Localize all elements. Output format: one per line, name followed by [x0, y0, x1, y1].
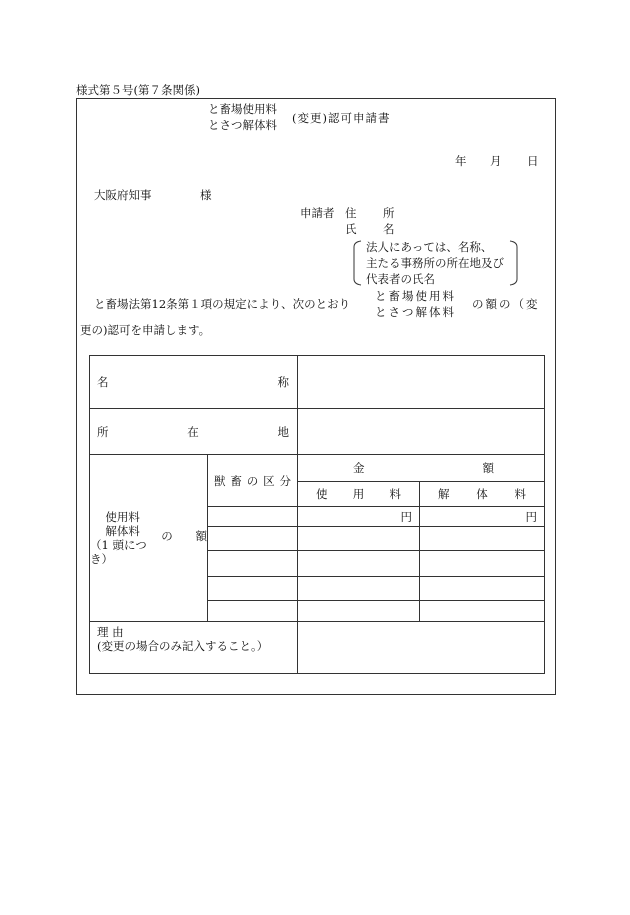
applicant-note-line-1: 法人にあっては、名称、: [366, 240, 493, 254]
reason-label: 理 由: [97, 625, 124, 639]
date-year: 年: [455, 154, 467, 168]
slaughter-fee-char: 体: [476, 487, 488, 501]
fee-label-note: （1 頭につき）: [90, 538, 147, 566]
usage-fee-header: [298, 482, 420, 507]
animal-class-char: の: [246, 473, 259, 488]
body-tail: の額の（変: [472, 297, 540, 311]
page-title: (変更)認可申請書: [292, 111, 391, 125]
usage-fee-char: 使: [316, 487, 328, 501]
animal-class-field-1[interactable]: [208, 507, 298, 527]
usage-fee-field-3[interactable]: [298, 551, 420, 577]
reason-field[interactable]: [298, 622, 545, 674]
title-option-slaughter: とさつ解体料: [208, 118, 277, 132]
slaughter-fee-field-4[interactable]: [420, 577, 545, 601]
animal-class-field-4[interactable]: [208, 577, 298, 601]
animal-class-char: 獣: [214, 473, 226, 488]
body-line-2: 更の)認可を申請します。: [80, 323, 211, 337]
animal-class-field-2[interactable]: [208, 527, 298, 551]
reason-label-cell: [90, 622, 298, 674]
fee-label-of: の: [161, 529, 173, 543]
applicant-name-char-1: 氏: [345, 222, 357, 236]
name-field[interactable]: [298, 356, 545, 409]
yen-unit: 円: [525, 509, 537, 524]
applicant-note-line-2: 主たる事務所の所在地及び: [366, 256, 504, 270]
animal-class-header: [208, 455, 298, 507]
amount-header: [298, 455, 545, 482]
reason-note: (変更の場合のみ記入すること。）: [97, 639, 269, 653]
location-label-cell: [90, 409, 298, 455]
body-option-fee: と畜場使用料: [375, 289, 456, 303]
animal-class-field-5[interactable]: [208, 601, 298, 622]
fee-label-slaughter: 解体料: [105, 524, 140, 538]
name-label-char: 名: [97, 375, 109, 389]
fee-label-usage: 使用料: [105, 510, 140, 524]
applicant-label: 申請者: [300, 206, 335, 220]
addressee-honorific: 様: [200, 188, 212, 202]
slaughter-fee-field-1[interactable]: [420, 507, 545, 527]
addressee-name: 大阪府知事: [94, 188, 152, 202]
body-line-1: と畜場法第12条第１項の規定により、次のとおり: [94, 297, 351, 311]
animal-class-field-3[interactable]: [208, 551, 298, 577]
usage-fee-field-5[interactable]: [298, 601, 420, 622]
title-option-fee: と畜場使用料: [208, 102, 277, 116]
date-day: 日: [527, 154, 539, 168]
name-label-cell: [90, 356, 298, 409]
name-label-char: 称: [277, 375, 289, 389]
usage-fee-char: 用: [352, 487, 365, 501]
location-label-char: 地: [277, 424, 289, 439]
animal-class-char: 分: [279, 473, 291, 488]
animal-class-char: 畜: [230, 473, 242, 488]
usage-fee-field-4[interactable]: [298, 577, 420, 601]
yen-unit: 円: [400, 509, 412, 524]
form-number: 様式第５号(第７条関係): [76, 83, 200, 97]
slaughter-fee-field-5[interactable]: [420, 601, 545, 622]
usage-fee-field-2[interactable]: [298, 527, 420, 551]
body-option-slaughter: とさつ解体料: [375, 305, 456, 319]
slaughter-fee-field-3[interactable]: [420, 551, 545, 577]
applicant-address-char-2: 所: [383, 206, 395, 220]
fee-table: [89, 355, 545, 674]
applicant-address-char-1: 住: [345, 206, 357, 220]
amount-header-char: 金: [353, 461, 365, 475]
fee-amount-label-cell: [90, 455, 208, 622]
slaughter-fee-char: 解: [438, 487, 450, 501]
slaughter-fee-char: 料: [514, 487, 526, 501]
location-label-char: 在: [187, 424, 199, 439]
usage-fee-field-1[interactable]: [298, 507, 420, 527]
applicant-note-line-3: 代表者の氏名: [366, 272, 435, 286]
slaughter-fee-field-2[interactable]: [420, 527, 545, 551]
location-field[interactable]: [298, 409, 545, 455]
date-month: 月: [490, 154, 502, 168]
applicant-name-char-2: 名: [383, 222, 395, 236]
fee-label-amount: 額: [195, 529, 207, 543]
animal-class-char: 区: [263, 473, 275, 488]
amount-header-char: 額: [482, 461, 494, 475]
usage-fee-char: 料: [389, 487, 401, 501]
location-label-char: 所: [97, 424, 109, 439]
slaughter-fee-header: [420, 482, 545, 507]
